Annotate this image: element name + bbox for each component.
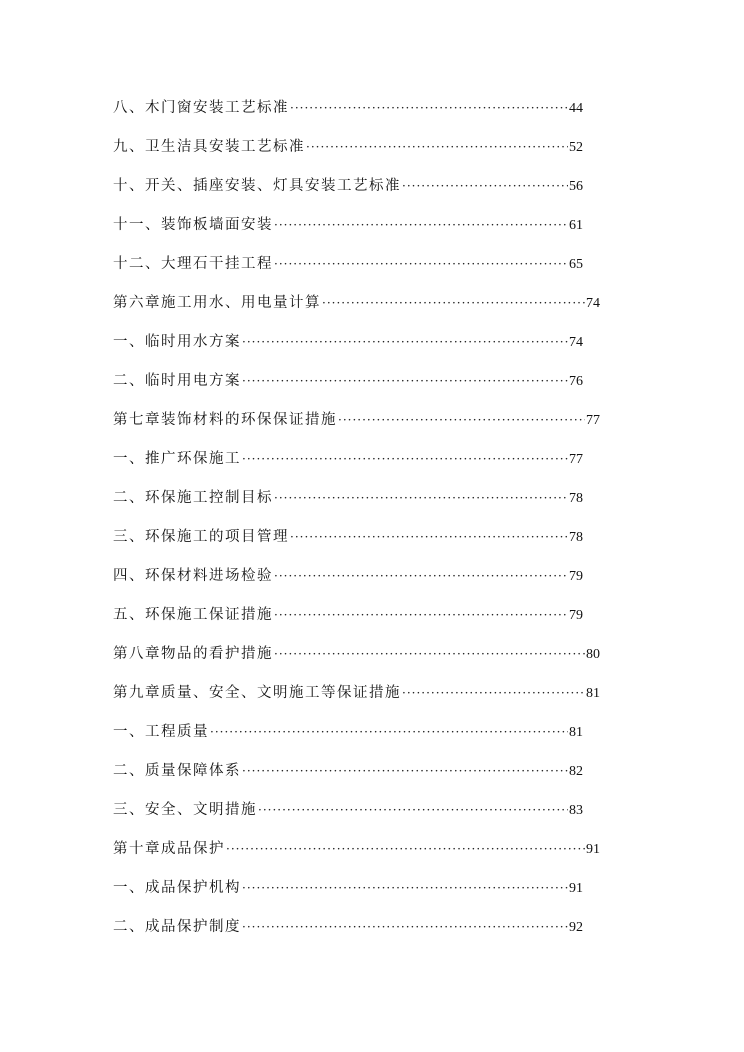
toc-entry-title: 第九章质量、安全、文明施工等保证措施: [113, 685, 401, 701]
dot-leader: [306, 135, 568, 159]
toc-entry-title: 九、卫生洁具安装工艺标准: [113, 139, 305, 155]
toc-entry-page: 79: [569, 569, 583, 584]
toc-entry-title: 二、成品保护制度: [113, 919, 241, 935]
toc-chapter-entry[interactable]: [113, 408, 600, 432]
toc-entry-page: 92: [569, 920, 583, 935]
toc-entry-page: 77: [569, 452, 583, 467]
toc-entry-title: 二、临时用电方案: [113, 373, 241, 389]
toc-entry-page: 65: [569, 257, 583, 272]
dot-leader: [274, 213, 568, 237]
toc-entry-title: 第八章物品的看护措施: [113, 646, 273, 662]
toc-entry-title: 一、成品保护机构: [113, 880, 241, 896]
toc-entry-page: 83: [569, 803, 583, 818]
dot-leader: [242, 447, 568, 471]
toc-entry[interactable]: [113, 174, 583, 198]
toc-entry[interactable]: [113, 603, 583, 627]
toc-entry-page: 91: [586, 842, 600, 857]
toc-entry[interactable]: [113, 135, 583, 159]
toc-entry[interactable]: [113, 525, 583, 549]
toc-entry[interactable]: [113, 96, 583, 120]
toc-chapter-entry[interactable]: [113, 837, 600, 861]
dot-leader: [242, 915, 568, 939]
toc-entry-title: 一、临时用水方案: [113, 334, 241, 350]
dot-leader: [258, 798, 568, 822]
dot-leader: [242, 876, 568, 900]
toc-entry-page: 82: [569, 764, 583, 779]
toc-entry-page: 79: [569, 608, 583, 623]
toc-entry-title: 五、环保施工保证措施: [113, 607, 273, 623]
toc-entry[interactable]: [113, 447, 583, 471]
toc-entry[interactable]: [113, 759, 583, 783]
toc-entry-page: 91: [569, 881, 583, 896]
dot-leader: [242, 369, 568, 393]
toc-entry-title: 三、环保施工的项目管理: [113, 529, 289, 545]
toc-entry-page: 77: [586, 413, 600, 428]
dot-leader: [274, 564, 568, 588]
toc-entry-title: 八、木门窗安装工艺标准: [113, 100, 289, 116]
dot-leader: [402, 174, 568, 198]
toc-entry[interactable]: [113, 486, 583, 510]
toc-entry-page: 81: [569, 725, 583, 740]
toc-entry-page: 78: [569, 491, 583, 506]
toc-entry-page: 74: [569, 335, 583, 350]
dot-leader: [242, 330, 568, 354]
toc-entry-title: 第十章成品保护: [113, 841, 225, 857]
toc-entry-page: 44: [569, 101, 583, 116]
dot-leader: [290, 96, 568, 120]
toc-entry-page: 76: [569, 374, 583, 389]
dot-leader: [274, 252, 568, 276]
toc-entry[interactable]: [113, 252, 583, 276]
dot-leader: [322, 291, 585, 315]
dot-leader: [226, 837, 585, 861]
toc-entry[interactable]: [113, 213, 583, 237]
toc-chapter-entry[interactable]: [113, 681, 600, 705]
dot-leader: [242, 759, 568, 783]
dot-leader: [338, 408, 585, 432]
toc-entry[interactable]: [113, 564, 583, 588]
toc-entry[interactable]: [113, 915, 583, 939]
dot-leader: [402, 681, 585, 705]
toc-entry-title: 四、环保材料进场检验: [113, 568, 273, 584]
dot-leader: [210, 720, 568, 744]
toc-entry[interactable]: [113, 720, 583, 744]
dot-leader: [274, 642, 585, 666]
toc-chapter-entry[interactable]: [113, 291, 600, 315]
toc-entry-title: 十二、大理石干挂工程: [113, 256, 273, 272]
toc-entry-title: 第七章装饰材料的环保保证措施: [113, 412, 337, 428]
toc-entry-page: 61: [569, 218, 583, 233]
toc-entry-title: 二、质量保障体系: [113, 763, 241, 779]
toc-entry-page: 80: [586, 647, 600, 662]
toc-entry[interactable]: [113, 798, 583, 822]
toc-entry-title: 一、工程质量: [113, 724, 209, 740]
toc-entry-title: 十一、装饰板墙面安装: [113, 217, 273, 233]
dot-leader: [274, 603, 568, 627]
toc-entry[interactable]: [113, 369, 583, 393]
toc-entry-title: 二、环保施工控制目标: [113, 490, 273, 506]
toc-entry-page: 52: [569, 140, 583, 155]
toc-entry-title: 十、开关、插座安装、灯具安装工艺标准: [113, 178, 401, 194]
toc-entry[interactable]: [113, 876, 583, 900]
toc-entry-page: 74: [586, 296, 600, 311]
toc-entry[interactable]: [113, 330, 583, 354]
toc-entry-page: 81: [586, 686, 600, 701]
dot-leader: [274, 486, 568, 510]
toc-chapter-entry[interactable]: [113, 642, 600, 666]
toc-entry-title: 第六章施工用水、用电量计算: [113, 295, 321, 311]
toc-entry-page: 78: [569, 530, 583, 545]
dot-leader: [290, 525, 568, 549]
toc-entry-title: 三、安全、文明措施: [113, 802, 257, 818]
toc-entry-title: 一、推广环保施工: [113, 451, 241, 467]
toc-entry-page: 56: [569, 179, 583, 194]
